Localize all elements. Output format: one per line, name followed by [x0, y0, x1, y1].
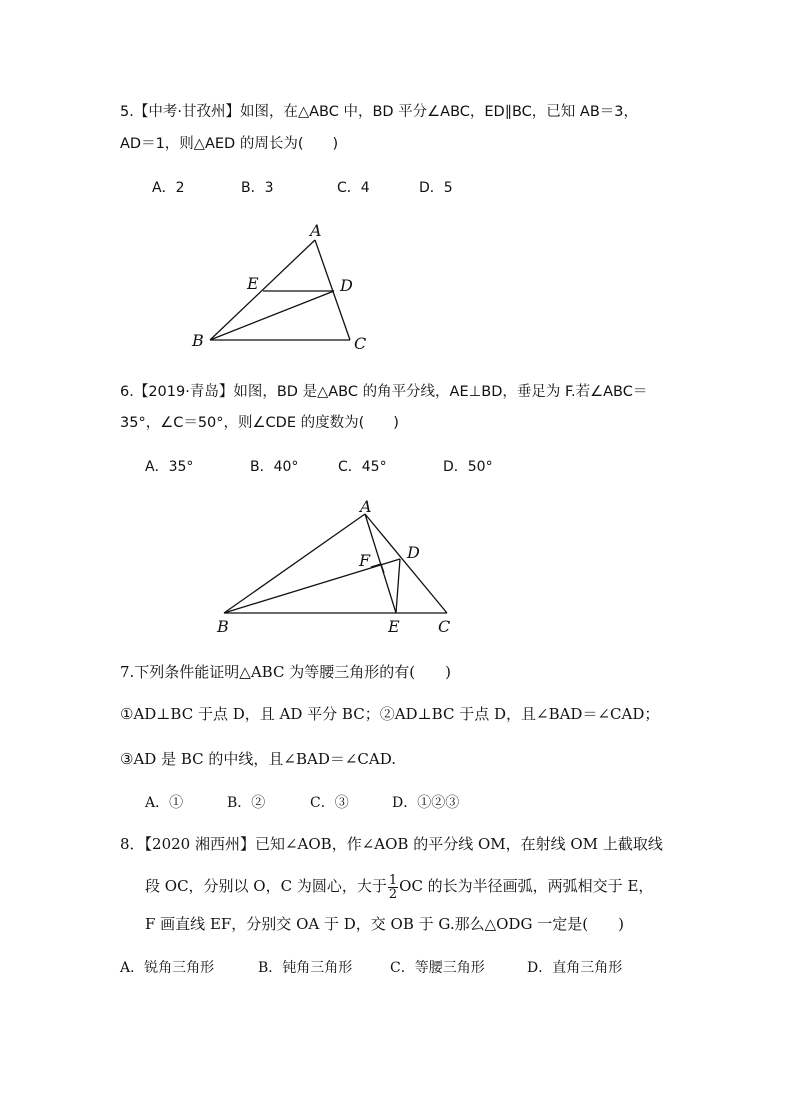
q8-stem-line3: F 画直线 EF，分别交 OA 于 D，交 OB 于 G.那么△ODG 一定是( ): [145, 915, 624, 933]
q7-stem-line1: 7.下列条件能证明△ABC 为等腰三角形的有( ): [120, 663, 451, 681]
q5-segment-bd: [210, 291, 334, 340]
q5-stem-line2: AD＝1，则△AED 的周长为( ): [120, 136, 339, 152]
q7-option-c: C．③: [310, 795, 349, 811]
q6-right-angle-mark: [371, 564, 384, 573]
q6-segment-ab: [224, 514, 365, 613]
q5-option-a: A．2: [152, 180, 185, 196]
q6-stem-line2: 35°，∠C＝50°，则∠CDE 的度数为( ): [120, 415, 399, 431]
q6-label-d: D: [407, 543, 420, 562]
q6-label-e: E: [388, 617, 400, 636]
q7-stem-line3: ③AD 是 BC 的中线，且∠BAD＝∠CAD.: [120, 750, 396, 768]
q8-stem-line2: [145, 872, 653, 901]
q5-option-b: B．3: [241, 180, 274, 196]
q5-option-d: D．5: [419, 180, 453, 196]
q6-segment-bd: [224, 559, 400, 613]
q5-label-c: C: [354, 334, 367, 353]
q8-fraction-numerator: 1: [388, 872, 398, 888]
q5-segment-ab: [210, 240, 315, 340]
q8-stem-line2-pre: 段 OC，分别以 O，C 为圆心，大于: [145, 877, 387, 895]
q8-stem-line2-post: OC 的长为半径画弧，两弧相交于 E，: [399, 877, 654, 895]
q7-option-a: A．①: [145, 795, 184, 811]
q6-segment-ac: [365, 514, 447, 613]
q6-label-b: B: [217, 617, 229, 636]
q6-segment-de: [396, 559, 400, 613]
q6-label-c: C: [438, 617, 451, 636]
q8-option-b: B．钝角三角形: [258, 960, 353, 976]
q5-label-b: B: [192, 331, 204, 350]
q8-option-a: A．锐角三角形: [120, 960, 215, 976]
q5-label-d: D: [340, 276, 353, 295]
q5-label-e: E: [247, 274, 259, 293]
q8-fraction-denominator: 2: [388, 886, 398, 902]
q6-label-f: F: [359, 551, 371, 570]
q6-label-a: A: [360, 497, 372, 516]
q8-option-d: D．直角三角形: [527, 960, 623, 976]
q5-option-c: C．4: [337, 180, 370, 196]
q8-fraction: [388, 874, 398, 901]
q8-option-c: C．等腰三角形: [390, 960, 485, 976]
q5-label-a: A: [310, 221, 322, 240]
q6-option-a: A．35°: [145, 459, 194, 475]
q7-stem-line2: ①AD⊥BC 于点 D，且 AD 平分 BC；②AD⊥BC 于点 D，且∠BAD＝∠CAD；: [120, 705, 660, 723]
q6-option-c: C．45°: [338, 459, 387, 475]
q6-option-d: D．50°: [443, 459, 493, 475]
q6-option-b: B．40°: [250, 459, 299, 475]
q8-stem-line1: 8．【2020 湘西州】已知∠AOB，作∠AOB 的平分线 OM，在射线 OM 上截取线: [120, 835, 663, 853]
q7-option-d: D．①②③: [392, 795, 460, 811]
q5-stem-line1: 5.【中考·甘孜州】如图，在△ABC 中，BD 平分∠ABC，ED∥BC，已知 AB＝3，: [120, 104, 638, 120]
q7-option-b: B．②: [227, 795, 266, 811]
q6-stem-line1: 6.【2019·青岛】如图，BD 是△ABC 的角平分线，AE⊥BD，垂足为 F.若∠ABC＝: [120, 384, 648, 400]
